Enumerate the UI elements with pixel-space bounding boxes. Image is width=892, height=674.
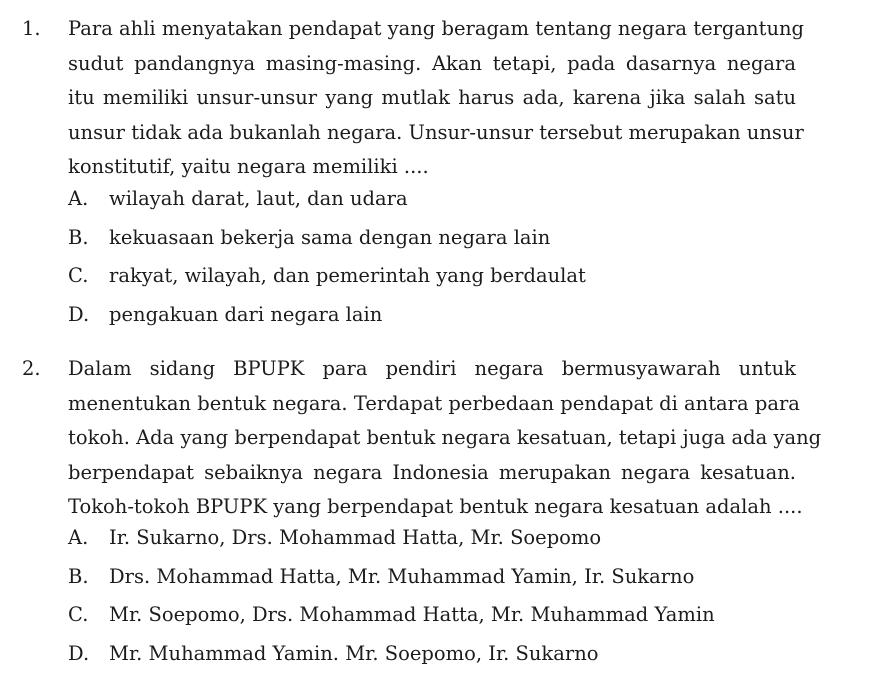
question-stem-line: unsur tidak ada bukanlah negara. Unsur-unsur tersebut merupakan unsur [68, 121, 804, 144]
option-letter: B. [68, 226, 89, 249]
question-stem-line: itu memiliki unsur-unsur yang mutlak harus ada, karena jika salah satu [68, 86, 796, 109]
question-stem-line: Para ahli menyatakan pendapat yang beragam tentang negara tergantung [68, 17, 805, 40]
question-stem-line: menentukan bentuk negara. Terdapat perbedaan pendapat di antara para [68, 392, 800, 415]
option-letter: D. [68, 303, 90, 326]
option-text: wilayah darat, laut, dan udara [109, 187, 408, 210]
option-letter: A. [68, 526, 89, 549]
question-stem-line: berpendapat sebaiknya negara Indonesia merupakan negara kesatuan. [68, 461, 796, 484]
question-number: 2. [22, 357, 41, 380]
option-text: Ir. Sukarno, Drs. Mohammad Hatta, Mr. Soepomo [109, 526, 602, 549]
option-letter: A. [68, 187, 89, 210]
option-text: Mr. Soepomo, Drs. Mohammad Hatta, Mr. Muhammad Yamin [109, 603, 715, 626]
option-text: kekuasaan bekerja sama dengan negara lain [109, 226, 551, 249]
option-letter: C. [68, 264, 89, 287]
question-number: 1. [22, 17, 41, 40]
question-stem-line: Tokoh-tokoh BPUPK yang berpendapat bentuk negara kesatuan adalah .... [68, 495, 803, 518]
option-letter: B. [68, 565, 89, 588]
option-text: pengakuan dari negara lain [109, 303, 383, 326]
option-letter: D. [68, 642, 90, 665]
option-text: Drs. Mohammad Hatta, Mr. Muhammad Yamin, Ir. Sukarno [109, 565, 695, 588]
question-stem-line: sudut pandangnya masing-masing. Akan tetapi, pada dasarnya negara [68, 52, 796, 75]
option-text: Mr. Muhammad Yamin. Mr. Soepomo, Ir. Sukarno [109, 642, 599, 665]
option-letter: C. [68, 603, 89, 626]
option-text: rakyat, wilayah, dan pemerintah yang berdaulat [109, 264, 586, 287]
question-stem-line: konstitutif, yaitu negara memiliki .... [68, 155, 429, 178]
question-stem-line: Dalam sidang BPUPK para pendiri negara bermusyawarah untuk [68, 357, 796, 380]
question-stem-line: tokoh. Ada yang berpendapat bentuk negara kesatuan, tetapi juga ada yang [68, 426, 822, 449]
